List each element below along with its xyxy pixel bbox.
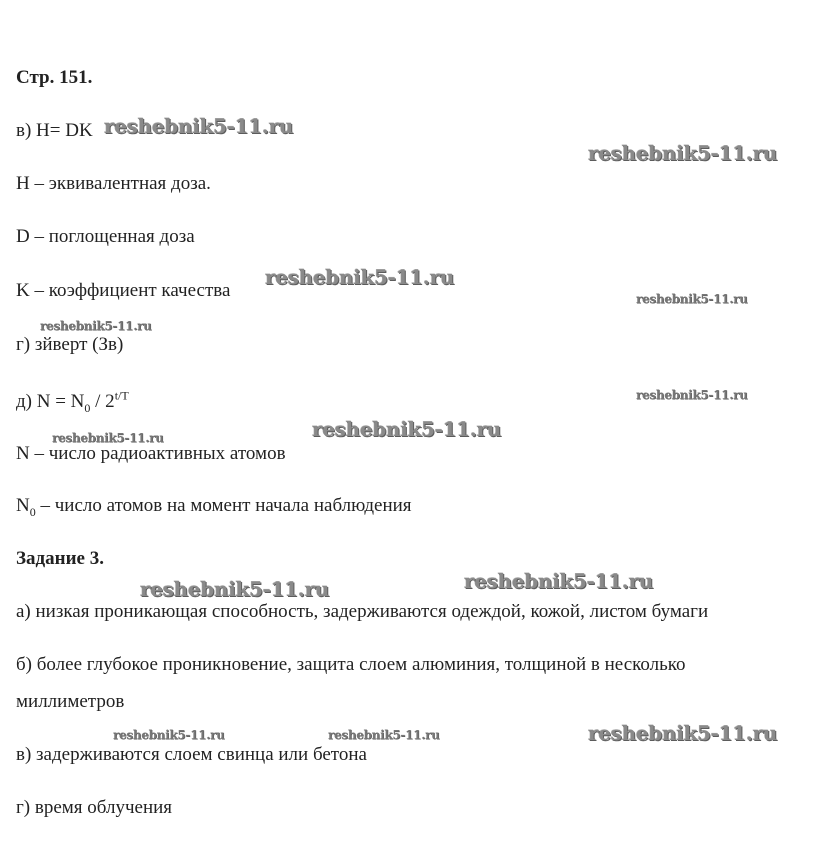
task-answer-g: г) время облучения <box>16 797 173 818</box>
watermark: reshebnik5-11.ru <box>140 577 330 601</box>
watermark: reshebnik5-11.ru <box>40 319 152 333</box>
formula-d-superscript: t/T <box>114 388 129 403</box>
formula-d-subscript: 0 <box>84 400 91 415</box>
page-number-heading: Стр. 151. <box>16 67 93 88</box>
definition-n0 <box>16 495 412 517</box>
definition-h: H – эквивалентная доза. <box>16 173 211 194</box>
watermark: reshebnik5-11.ru <box>636 292 748 306</box>
formula-decay-law <box>16 388 129 415</box>
definition-n0-subscript: 0 <box>29 504 36 519</box>
watermark: reshebnik5-11.ru <box>104 114 294 138</box>
unit-sievert: г) зйверт (Зв) <box>16 334 124 355</box>
watermark: reshebnik5-11.ru <box>588 721 778 745</box>
task-answer-v: в) задерживаются слоем свинца или бетона <box>16 744 367 765</box>
formula-v-text: в) H= DK <box>16 120 93 141</box>
task-answer-a: а) низкая проникающая способность, задерживаются одеждой, кожой, листом бумаги <box>16 601 709 622</box>
task-heading: Задание 3. <box>16 548 104 569</box>
watermark: reshebnik5-11.ru <box>636 388 748 402</box>
watermark: reshebnik5-11.ru <box>328 728 440 742</box>
definition-n0-symbol: N <box>16 495 30 516</box>
watermark: reshebnik5-11.ru <box>464 569 654 593</box>
task-answer-b-line2: миллиметров <box>16 691 125 712</box>
definition-n: N – число радиоактивных атомов <box>16 443 286 464</box>
watermark: reshebnik5-11.ru <box>113 728 225 742</box>
task-answer-b-line1: б) более глубокое проникновение, защита слоем алюминия, толщиной в несколько <box>16 654 686 675</box>
formula-d-prefix: д) N = N <box>16 391 85 412</box>
formula-equivalent-dose <box>16 120 93 142</box>
definition-n0-text: – число атомов на момент начала наблюдения <box>35 495 412 516</box>
watermark: reshebnik5-11.ru <box>52 431 164 445</box>
watermark: reshebnik5-11.ru <box>265 265 455 289</box>
definition-k: K – коэффициент качества <box>16 280 231 301</box>
watermark: reshebnik5-11.ru <box>312 417 502 441</box>
definition-d: D – поглощенная доза <box>16 226 195 247</box>
formula-d-mid: / 2 <box>90 391 115 412</box>
watermark: reshebnik5-11.ru <box>588 141 778 165</box>
